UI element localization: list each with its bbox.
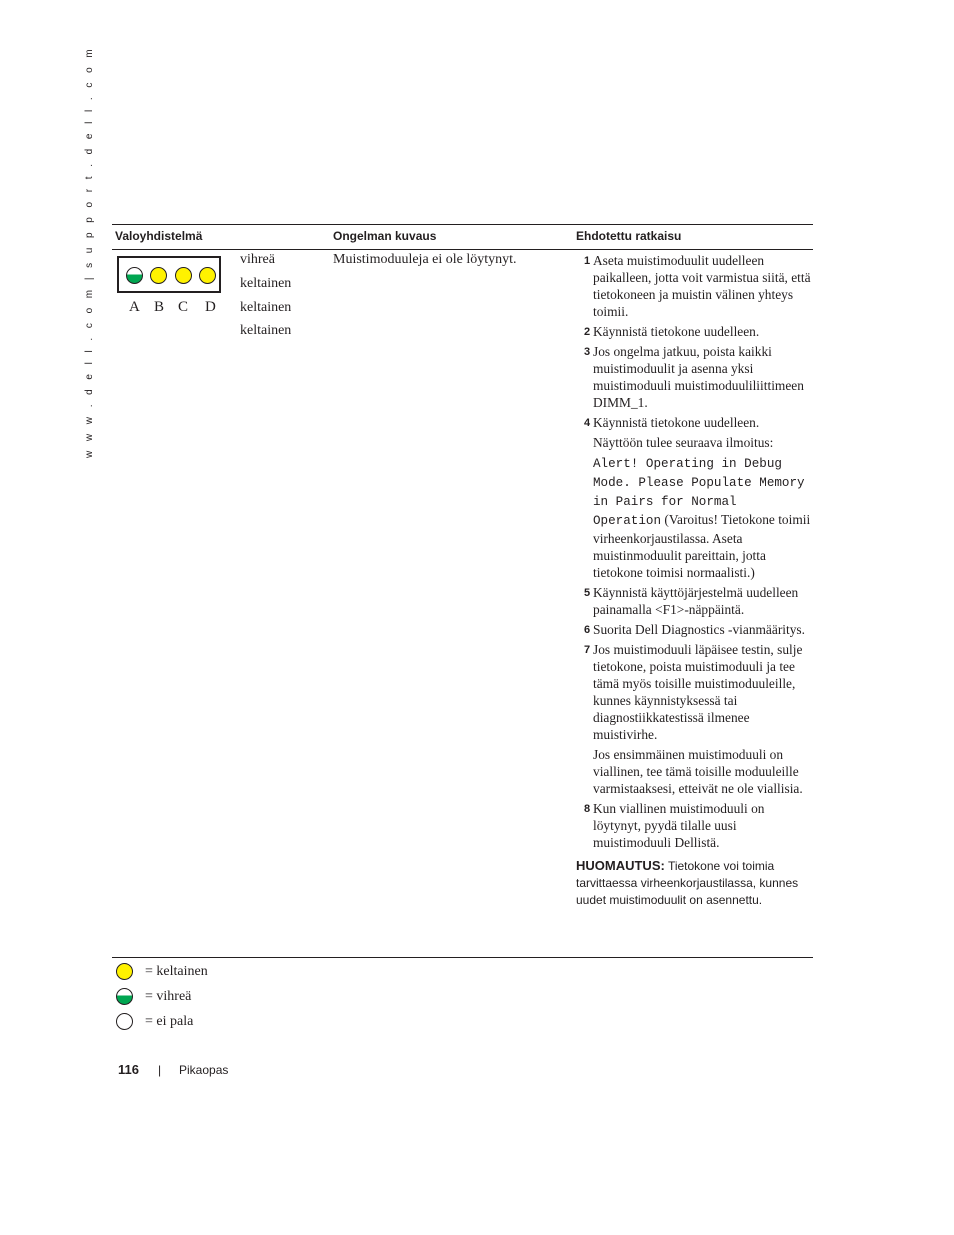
green-light-icon xyxy=(116,988,133,1005)
light-label-b: B xyxy=(154,299,165,315)
state-d: keltainen xyxy=(240,323,292,338)
light-label-a: A xyxy=(129,299,140,315)
table-header-rule xyxy=(112,249,813,250)
step-1: 1 Aseta muistimoduulit uudelleen paikalleen, jotta voit varmistua siitä, että tietokoneen ja muistin välinen yhteys toimii. xyxy=(584,253,811,319)
yellow-light-icon xyxy=(116,963,133,980)
alert-translation: (Varoitus! Tietokone toimii virheenkorjaustilassa. Aseta muistinmoduulit pareittain, jotta tietokone toimisi normaalisti.) xyxy=(593,512,811,580)
legend-yellow-label: = keltainen xyxy=(145,963,208,979)
step-2: 2 Käynnistä tietokone uudelleen. xyxy=(584,324,760,339)
light-a-green-icon xyxy=(126,267,143,284)
table-bottom-rule xyxy=(112,957,813,958)
state-b: keltainen xyxy=(240,276,292,291)
legend-off xyxy=(116,1013,193,1030)
legend-green xyxy=(116,988,191,1005)
step-7-note: Jos ensimmäinen muistimoduuli on viallinen, tee tämä toisille moduuleille varmistaaksesi, etteivät ne ole viallisia. xyxy=(593,747,803,796)
step-4: 4 Käynnistä tietokone uudelleen. xyxy=(584,415,760,430)
step-3: 3 Jos ongelma jatkuu, poista kaikki muistimoduulit ja asenna yksi muistimoduuli muistimoduuliliittimeen DIMM_1. xyxy=(584,344,804,410)
header-light-pattern: Valoyhdistelmä xyxy=(115,229,203,243)
solution-steps xyxy=(576,252,812,909)
diagnostic-light-panel xyxy=(117,256,221,293)
step-4-message xyxy=(576,454,812,581)
state-a: vihreä xyxy=(240,252,275,267)
state-c: keltainen xyxy=(240,300,292,315)
note xyxy=(576,857,812,909)
light-d-yellow-icon xyxy=(199,267,216,284)
note-label: HUOMAUTUS: xyxy=(576,858,665,873)
step-7: 7 Jos muistimoduuli läpäisee testin, sulje tietokone, poista muistimoduuli ja tee tämä myös toisille muistimoduuleille, kunnes käynnistyksessä tai diagnostiikkatestissä ilmenee muistivirhe. xyxy=(584,642,803,742)
note-text: Tietokone voi toimia tarvittaessa virheenkorjaustilassa, kunnes uudet muistimoduulit on asennettu. xyxy=(576,859,799,907)
alert-message: Alert! Operating in Debug Mode. Please Populate Memory in Pairs for Normal Operation xyxy=(593,457,805,528)
page-number: 116 xyxy=(118,1062,139,1077)
footer-title: Pikaopas xyxy=(179,1063,229,1077)
legend-off-label: = ei pala xyxy=(145,1013,194,1029)
step-4-intro: Näyttöön tulee seuraava ilmoitus: xyxy=(593,435,774,450)
footer-separator: | xyxy=(158,1063,162,1077)
light-label-c: C xyxy=(178,299,189,315)
light-label-d: D xyxy=(205,299,216,315)
legend-green-label: = vihreä xyxy=(145,988,192,1004)
table-top-rule xyxy=(112,224,813,225)
side-url: w w w . d e l l . c o m | s u p p o r t . d e l l . c o m xyxy=(84,45,95,458)
legend-yellow xyxy=(116,963,208,980)
step-6: 6 Suorita Dell Diagnostics -vianmääritys. xyxy=(584,622,805,637)
off-light-icon xyxy=(116,1013,133,1030)
step-5: 5 Käynnistä käyttöjärjestelmä uudelleen painamalla <F1>-näppäintä. xyxy=(584,585,799,617)
step-8: 8 Kun viallinen muistimoduuli on löytynyt, pyydä tilalle uusi muistimoduuli Dellistä. xyxy=(584,801,765,850)
header-solution: Ehdotettu ratkaisu xyxy=(576,229,682,243)
light-b-yellow-icon xyxy=(150,267,167,284)
header-problem: Ongelman kuvaus xyxy=(333,229,437,243)
problem-description: Muistimoduuleja ei ole löytynyt. xyxy=(333,252,517,267)
light-c-yellow-icon xyxy=(175,267,192,284)
